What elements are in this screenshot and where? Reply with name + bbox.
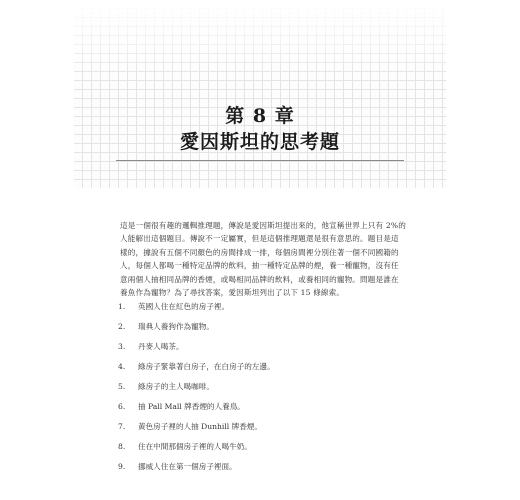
intro-line: 養魚作為寵物？為了尋找答案，愛因斯坦列出了以下 15 條線索。 — [120, 288, 345, 298]
clue-item — [118, 342, 418, 362]
clue-list — [118, 302, 418, 482]
clue-text: 挪威人住在第一個房子裡面。 — [138, 462, 237, 471]
clue-number: 8. — [118, 442, 126, 451]
clue-text: 抽 Pall Mall 牌香煙的人養鳥。 — [138, 402, 245, 411]
intro-line: 人，每個人都喝一種特定品牌的飲料，抽一種特定品牌的煙，養一種寵物，沒有任 — [120, 261, 399, 271]
clue-text: 住在中間那個房子裡的人喝牛奶。 — [138, 442, 252, 451]
clue-text: 英國人住在紅色的房子裡。 — [138, 302, 230, 311]
clue-item — [118, 382, 418, 402]
clue-item — [118, 322, 418, 342]
clue-text: 瑞典人養狗作為寵物。 — [138, 322, 214, 331]
clue-item — [118, 442, 418, 462]
clue-item — [118, 422, 418, 442]
clue-number: 2. — [118, 322, 126, 331]
clue-text: 黃色房子裡的人抽 Dunhill 牌香煙。 — [138, 422, 262, 431]
clue-number: 9. — [118, 462, 126, 471]
intro-line: 這是一個很有趣的邏輯推理題，傳說是愛因斯坦提出來的，他宣稱世界上只有 2%的 — [120, 221, 406, 230]
clue-text: 綠房子的主人喝咖啡。 — [138, 382, 214, 391]
intro-line: 樣的，據說有五個不同顏色的房間排成一排，每個房間裡分別住著一個不同國籍的 — [120, 247, 399, 257]
clue-number: 6. — [118, 402, 126, 411]
clue-number: 7. — [118, 422, 126, 431]
clue-number: 3. — [118, 342, 126, 351]
clue-item — [118, 302, 418, 322]
chapter-title: 愛因斯坦的思考題 — [179, 131, 340, 153]
clue-text: 丹麥人喝茶。 — [138, 342, 184, 351]
title-divider — [116, 160, 404, 161]
clue-number: 4. — [118, 362, 126, 371]
clue-item — [118, 362, 418, 382]
intro-line: 意兩個人抽相同品牌的香煙，或喝相同品牌的飲料，或養相同的寵物。問題是誰在 — [120, 274, 399, 284]
clue-number: 1. — [118, 302, 126, 311]
chapter-number: 第 8 章 — [225, 105, 295, 127]
clue-number: 5. — [118, 382, 126, 391]
intro-line: 人能解出這個題目。傳說不一定屬實，但是這個推理題還是很有意思的。題目是這 — [120, 234, 399, 244]
clue-item — [118, 402, 418, 422]
clue-item — [118, 462, 418, 482]
clue-text: 綠房子緊靠著白房子，在白房子的左邊。 — [138, 362, 275, 371]
header-fade — [74, 0, 446, 80]
intro-paragraph — [120, 219, 410, 299]
